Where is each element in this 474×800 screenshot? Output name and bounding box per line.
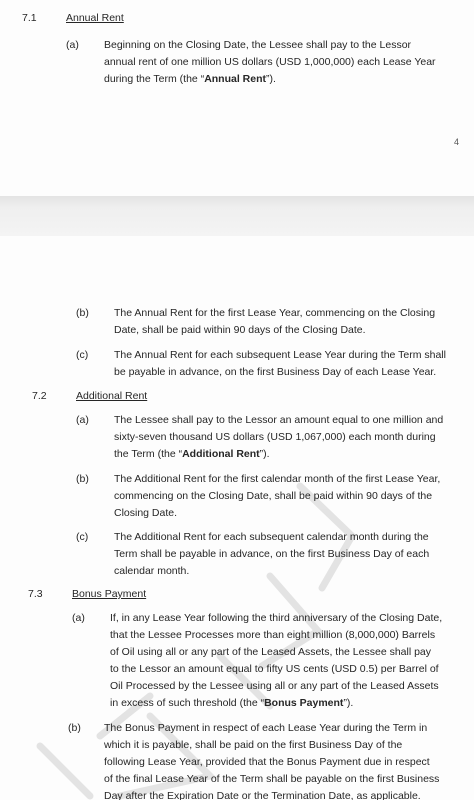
text-run: ”). — [266, 73, 276, 85]
clause-line — [104, 71, 276, 87]
clause-label: (c) — [76, 531, 89, 543]
text-run: during the Term (the “ — [104, 73, 205, 85]
clause-line: Day after the Expiration Date or the Termination Date, as applicable. — [104, 790, 421, 800]
clause-label: (a) — [66, 39, 79, 51]
section-heading: Additional Rent — [76, 390, 148, 402]
section-number: 7.2 — [32, 390, 47, 402]
clause-line: The Lessee shall pay to the Lessor an amount equal to one million and — [114, 414, 444, 426]
section-number: 7.1 — [22, 12, 37, 24]
section-number: 7.3 — [28, 588, 43, 600]
clause-line: Term shall be payable in advance, on the first Business Day of each — [114, 548, 430, 560]
clause-label: (b) — [76, 307, 89, 319]
clause-line: calendar month. — [114, 565, 190, 577]
clause-line: sixty-seven thousand US dollars (USD 1,067,000) each month during — [114, 431, 436, 443]
clause-line: The Annual Rent for the first Lease Year, commencing on the Closing — [114, 307, 436, 319]
clause-line: to the Lessor an amount equal to fifty US cents (USD 0.5) per Barrel of — [110, 663, 439, 675]
clause-label: (a) — [72, 612, 85, 624]
clause-label: (a) — [76, 414, 89, 426]
clause-line: The Bonus Payment in respect of each Lease Year during the Term in — [104, 722, 428, 734]
defined-term: Bonus Payment — [264, 697, 344, 709]
clause-line: which it is payable, shall be paid on the first Business Day of the — [104, 739, 403, 751]
clause-line — [110, 695, 353, 711]
clause-line: Oil Processed by the Lessee using all or any part of the Leased Assets — [110, 680, 439, 692]
section-heading: Annual Rent — [66, 12, 124, 24]
defined-term: Additional Rent — [182, 448, 260, 460]
page-break — [0, 196, 474, 236]
defined-term: Annual Rent — [204, 73, 267, 85]
clause-line: If, in any Lease Year following the third anniversary of the Closing Date, — [110, 612, 443, 624]
clause-line: The Additional Rent for each subsequent calendar month during the — [114, 531, 429, 543]
clause-line: be payable in advance, on the first Business Day of each Lease Year. — [114, 366, 437, 378]
clause-line — [114, 446, 270, 462]
clause-line: Date, shall be paid within 90 days of the Closing Date. — [114, 324, 366, 336]
document-page-bottom — [0, 236, 474, 800]
text-run: in excess of such threshold (the “ — [110, 697, 265, 709]
text-run: ”). — [259, 448, 270, 460]
clause-line: Closing Date. — [114, 507, 178, 519]
text-run: the Term (the “ — [114, 448, 183, 460]
clause-label: (c) — [76, 349, 89, 361]
text-run: ”). — [343, 697, 354, 709]
clause-line: that the Lessee Processes more than eight million (8,000,000) Barrels — [110, 629, 436, 641]
document-page-top — [0, 0, 474, 196]
clause-line: The Annual Rent for each subsequent Lease Year during the Term shall — [114, 349, 446, 361]
clause-line: The Additional Rent for the first calendar month of the first Lease Year, — [114, 473, 441, 485]
page-number: 4 — [454, 137, 460, 147]
clause-line: Beginning on the Closing Date, the Lessee shall pay to the Lessor — [104, 39, 412, 51]
clause-line: annual rent of one million US dollars (USD 1,000,000) each Lease Year — [104, 56, 436, 68]
clause-line: of Oil using all or any part of the Leased Assets, the Lessee shall pay — [110, 646, 432, 658]
clause-line: commencing on the Closing Date, shall be paid within 90 days of the — [114, 490, 433, 502]
clause-line: following Lease Year, provided that the Bonus Payment due in respect — [104, 756, 430, 768]
clause-label: (b) — [76, 473, 89, 485]
clause-line: of the final Lease Year of the Term shall be payable on the first Business — [104, 773, 440, 785]
clause-label: (b) — [68, 722, 81, 734]
section-heading: Bonus Payment — [72, 588, 147, 600]
